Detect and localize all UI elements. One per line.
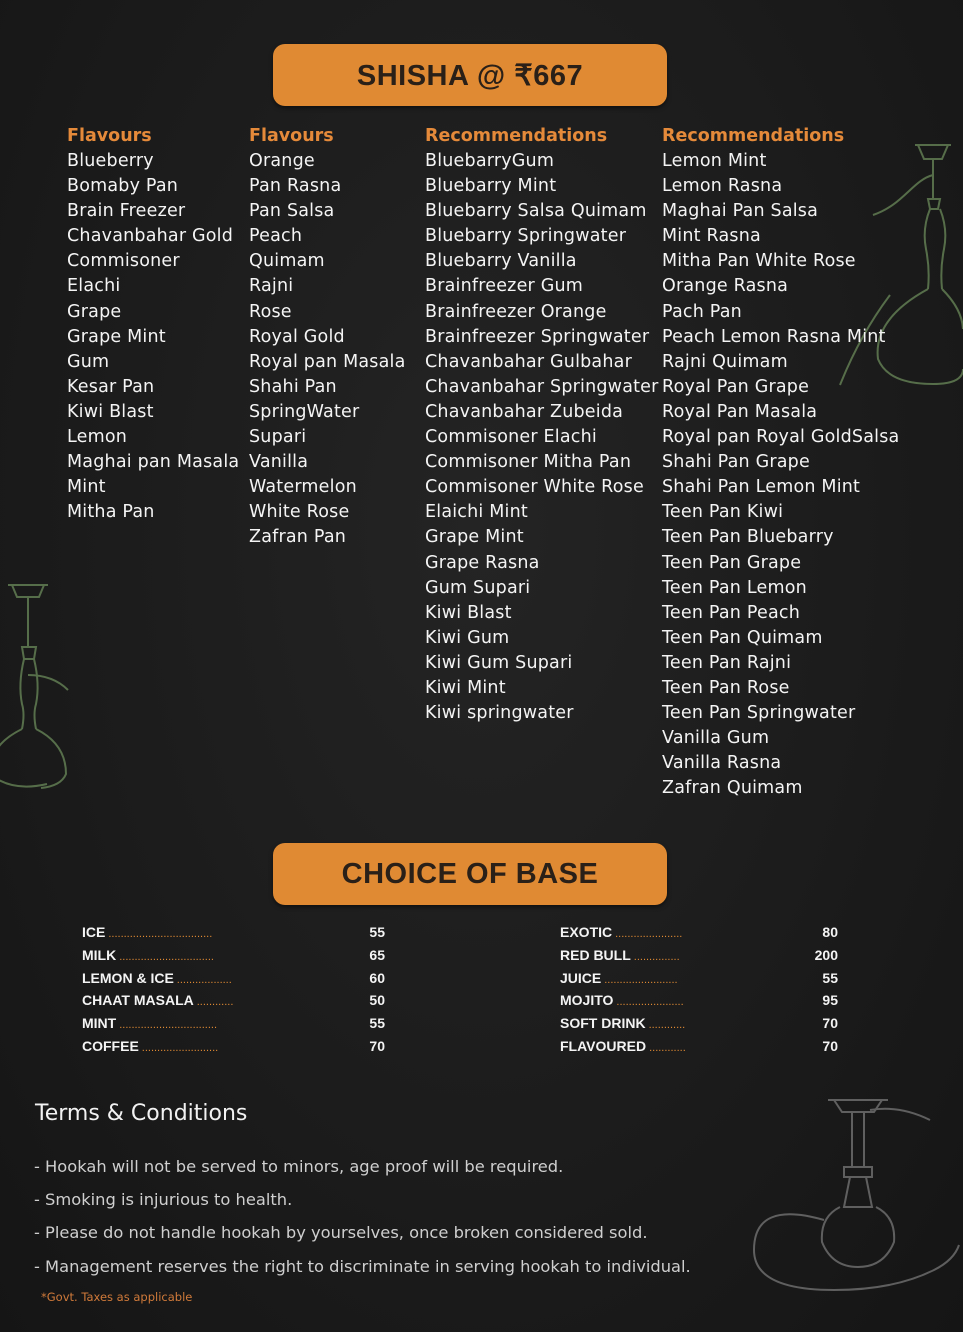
list-item: Chavanbahar Gulbahar (425, 351, 632, 372)
list-item: Commisoner (67, 251, 180, 272)
base-name-text: MINT (82, 1015, 117, 1032)
list-item: Chavanbahar Gold (67, 226, 234, 247)
base-price: 65 (369, 946, 385, 963)
price-row (560, 1038, 838, 1061)
list-item: Chavanbahar Springwater (425, 376, 659, 397)
base-price: 70 (369, 1037, 385, 1054)
list-item: Bluebarry Salsa Quimam (425, 201, 647, 222)
list-item: Mint Rasna (662, 226, 761, 247)
list-item: Lemon Mint (662, 151, 767, 171)
price-row (82, 947, 385, 970)
dot-leader: ...................... (616, 996, 684, 1009)
list-item: Teen Pan Grape (662, 552, 802, 573)
dot-leader: ............ (196, 996, 234, 1009)
list-item: Quimam (249, 251, 325, 272)
list-item: Kiwi Gum Supari (425, 652, 573, 673)
base-name (560, 947, 680, 963)
base-name-text: RED BULL (560, 946, 631, 963)
list-item: Brainfreezer Gum (425, 276, 583, 297)
list-item: Kiwi Blast (425, 602, 512, 623)
list-item: Watermelon (249, 477, 357, 498)
list-item: Rajni (249, 276, 294, 297)
dot-leader: ........................ (604, 973, 678, 986)
price-row (560, 1015, 838, 1038)
base-price: 55 (822, 969, 838, 986)
base-price: 200 (814, 946, 838, 963)
list-item: Gum Supari (425, 577, 531, 598)
price-row (82, 970, 385, 993)
base-name (560, 992, 684, 1008)
base-price: 60 (369, 969, 385, 986)
list-item: BluebarryGum (425, 151, 555, 171)
dot-leader: .................. (176, 973, 232, 986)
list-item: Grape Rasna (425, 552, 540, 573)
list-item: Grape (67, 301, 122, 322)
list-item: Bomaby Pan (67, 176, 179, 197)
list-item: Commisoner Mitha Pan (425, 452, 632, 473)
list-item: Zafran Pan (249, 527, 347, 548)
dot-leader: ............ (648, 1019, 686, 1032)
list-item: Royal pan Masala (249, 351, 406, 372)
terms-item: - Please do not handle hookah by yourselves, once broken considered sold. (34, 1223, 648, 1243)
list-item: Teen Pan Springwater (662, 703, 856, 724)
list-item: Grape Mint (425, 527, 524, 548)
list-item: Shahi Pan Grape (662, 452, 810, 473)
price-row (82, 992, 385, 1015)
list-item: Mitha Pan White Rose (662, 251, 856, 272)
base-price: 80 (822, 924, 838, 940)
base-name (560, 924, 682, 940)
terms-item: - Management reserves the right to discriminate in serving hookah to individual. (34, 1256, 691, 1276)
base-name (82, 1038, 218, 1054)
base-name-text: ICE (82, 924, 106, 940)
recommendations-column-2 (662, 124, 899, 801)
list-item: Teen Pan Quimam (662, 627, 823, 648)
terms-item: - Smoking is injurious to health. (34, 1190, 293, 1210)
base-name (560, 970, 678, 986)
dot-leader: ............... (633, 950, 680, 963)
hookah-illustration-icon (0, 565, 80, 790)
list-item: Royal pan Royal GoldSalsa (662, 427, 900, 448)
list-item: Vanilla (249, 452, 309, 473)
base-name (82, 970, 232, 986)
base-price-list-right (560, 924, 838, 1061)
recommendations-column-1 (425, 124, 659, 726)
flavour-list (249, 149, 406, 551)
list-item: Royal Gold (249, 326, 345, 347)
list-item: Commisoner Elachi (425, 427, 597, 448)
dot-leader: ................................ (119, 1019, 218, 1032)
list-item: Peach Lemon Rasna Mint (662, 326, 886, 347)
list-item: Bluebarry Springwater (425, 226, 627, 247)
list-item: Pach Pan (662, 301, 742, 322)
base-name-text: COFFEE (82, 1037, 139, 1054)
list-item: Orange (249, 151, 315, 171)
list-item: Gum (67, 351, 110, 372)
base-price: 50 (369, 992, 385, 1009)
base-price: 55 (369, 924, 385, 940)
list-item: Vanilla Gum (662, 728, 770, 749)
dot-leader: ...................... (615, 928, 683, 940)
list-item: Rajni Quimam (662, 351, 788, 372)
column-heading: Flavours (249, 126, 334, 146)
column-heading: Flavours (67, 126, 152, 146)
price-row (560, 992, 838, 1015)
list-item: White Rose (249, 502, 350, 523)
price-row (560, 924, 838, 947)
price-row (560, 947, 838, 970)
hookah-illustration-icon (740, 1090, 963, 1310)
list-item: Lemon Rasna (662, 176, 783, 197)
list-item: Pan Rasna (249, 176, 342, 197)
flavour-list (67, 149, 239, 525)
list-item: Pan Salsa (249, 201, 335, 222)
list-item: Teen Pan Rajni (662, 652, 792, 673)
list-item: Shahi Pan (249, 376, 337, 397)
flavours-column-1 (67, 124, 239, 525)
list-item: Zafran Quimam (662, 778, 803, 799)
base-price: 70 (822, 1037, 838, 1054)
dot-leader: ............ (649, 1041, 686, 1054)
list-item: Lemon (67, 427, 128, 448)
base-name-text: MOJITO (560, 992, 614, 1009)
base-name (560, 1015, 685, 1031)
base-name-text: JUICE (560, 969, 602, 986)
price-row (82, 1015, 385, 1038)
list-item: Mitha Pan (67, 502, 155, 523)
list-item: Orange Rasna (662, 276, 789, 297)
list-item: Bluebarry Vanilla (425, 251, 577, 272)
list-item: Brain Freezer (67, 201, 186, 222)
list-item: Bluebarry Mint (425, 176, 557, 197)
list-item: Teen Pan Kiwi (662, 502, 784, 523)
base-price: 70 (822, 1015, 838, 1032)
dot-leader: ............................... (119, 950, 214, 963)
list-item: Teen Pan Rose (662, 677, 790, 698)
list-item: Supari (249, 427, 307, 448)
flavours-column-2 (249, 124, 406, 551)
list-item: Brainfreezer Springwater (425, 326, 650, 347)
column-heading: Recommendations (425, 126, 608, 146)
list-item: Peach (249, 226, 303, 247)
list-item: Vanilla Rasna (662, 753, 782, 774)
base-price: 95 (822, 992, 838, 1009)
terms-list (34, 1150, 691, 1283)
list-item: Teen Pan Bluebarry (662, 527, 834, 548)
list-item: Kiwi Gum (425, 627, 510, 648)
list-item: Maghai Pan Salsa (662, 201, 819, 222)
terms-item: - Hookah will not be served to minors, age proof will be required. (34, 1157, 564, 1176)
base-name-text: CHAAT MASALA (82, 992, 194, 1009)
base-name (82, 1015, 217, 1031)
base-price-list-left (82, 924, 385, 1061)
list-item: Teen Pan Peach (662, 602, 800, 623)
list-item: Mint (67, 477, 106, 498)
list-item: Shahi Pan Lemon Mint (662, 477, 861, 498)
dot-leader: ......................... (141, 1041, 219, 1054)
base-name (560, 1038, 686, 1054)
base-name-text: MILK (82, 946, 117, 963)
base-name (82, 924, 212, 940)
recommendation-list (662, 149, 899, 801)
list-item: Royal Pan Grape (662, 376, 810, 397)
list-item: Kesar Pan (67, 376, 155, 397)
shisha-price-banner: SHISHA @ ₹667 (273, 44, 667, 106)
list-item: Royal Pan Masala (662, 401, 818, 422)
list-item: Elachi (67, 276, 121, 297)
list-item: Elaichi Mint (425, 502, 528, 523)
base-name-text: LEMON & ICE (82, 969, 174, 986)
price-row (560, 970, 838, 993)
list-item: SpringWater (249, 401, 360, 422)
base-name-text: SOFT DRINK (560, 1015, 646, 1032)
recommendation-list (425, 149, 659, 726)
list-item: Brainfreezer Orange (425, 301, 607, 322)
list-item: Maghai pan Masala (67, 452, 240, 473)
base-name (82, 992, 233, 1008)
list-item: Kiwi springwater (425, 703, 574, 724)
list-item: Teen Pan Lemon (662, 577, 807, 598)
list-item: Kiwi Blast (67, 401, 154, 422)
column-heading: Recommendations (662, 126, 845, 146)
price-row (82, 924, 385, 947)
terms-title: Terms & Conditions (35, 1101, 248, 1126)
list-item: Chavanbahar Zubeida (425, 401, 624, 422)
base-name-text: FLAVOURED (560, 1037, 647, 1054)
base-name-text: EXOTIC (560, 924, 613, 940)
list-item: Grape Mint (67, 326, 166, 347)
base-price: 55 (369, 1015, 385, 1032)
tax-note: *Govt. Taxes as applicable (41, 1290, 193, 1304)
price-row (82, 1038, 385, 1061)
base-name (82, 947, 214, 963)
list-item: Rose (249, 301, 292, 322)
dot-leader: .................................. (108, 928, 213, 940)
list-item: Kiwi Mint (425, 677, 506, 698)
choice-of-base-banner: CHOICE OF BASE (273, 843, 667, 905)
list-item: Blueberry (67, 151, 154, 171)
list-item: Commisoner White Rose (425, 477, 644, 498)
